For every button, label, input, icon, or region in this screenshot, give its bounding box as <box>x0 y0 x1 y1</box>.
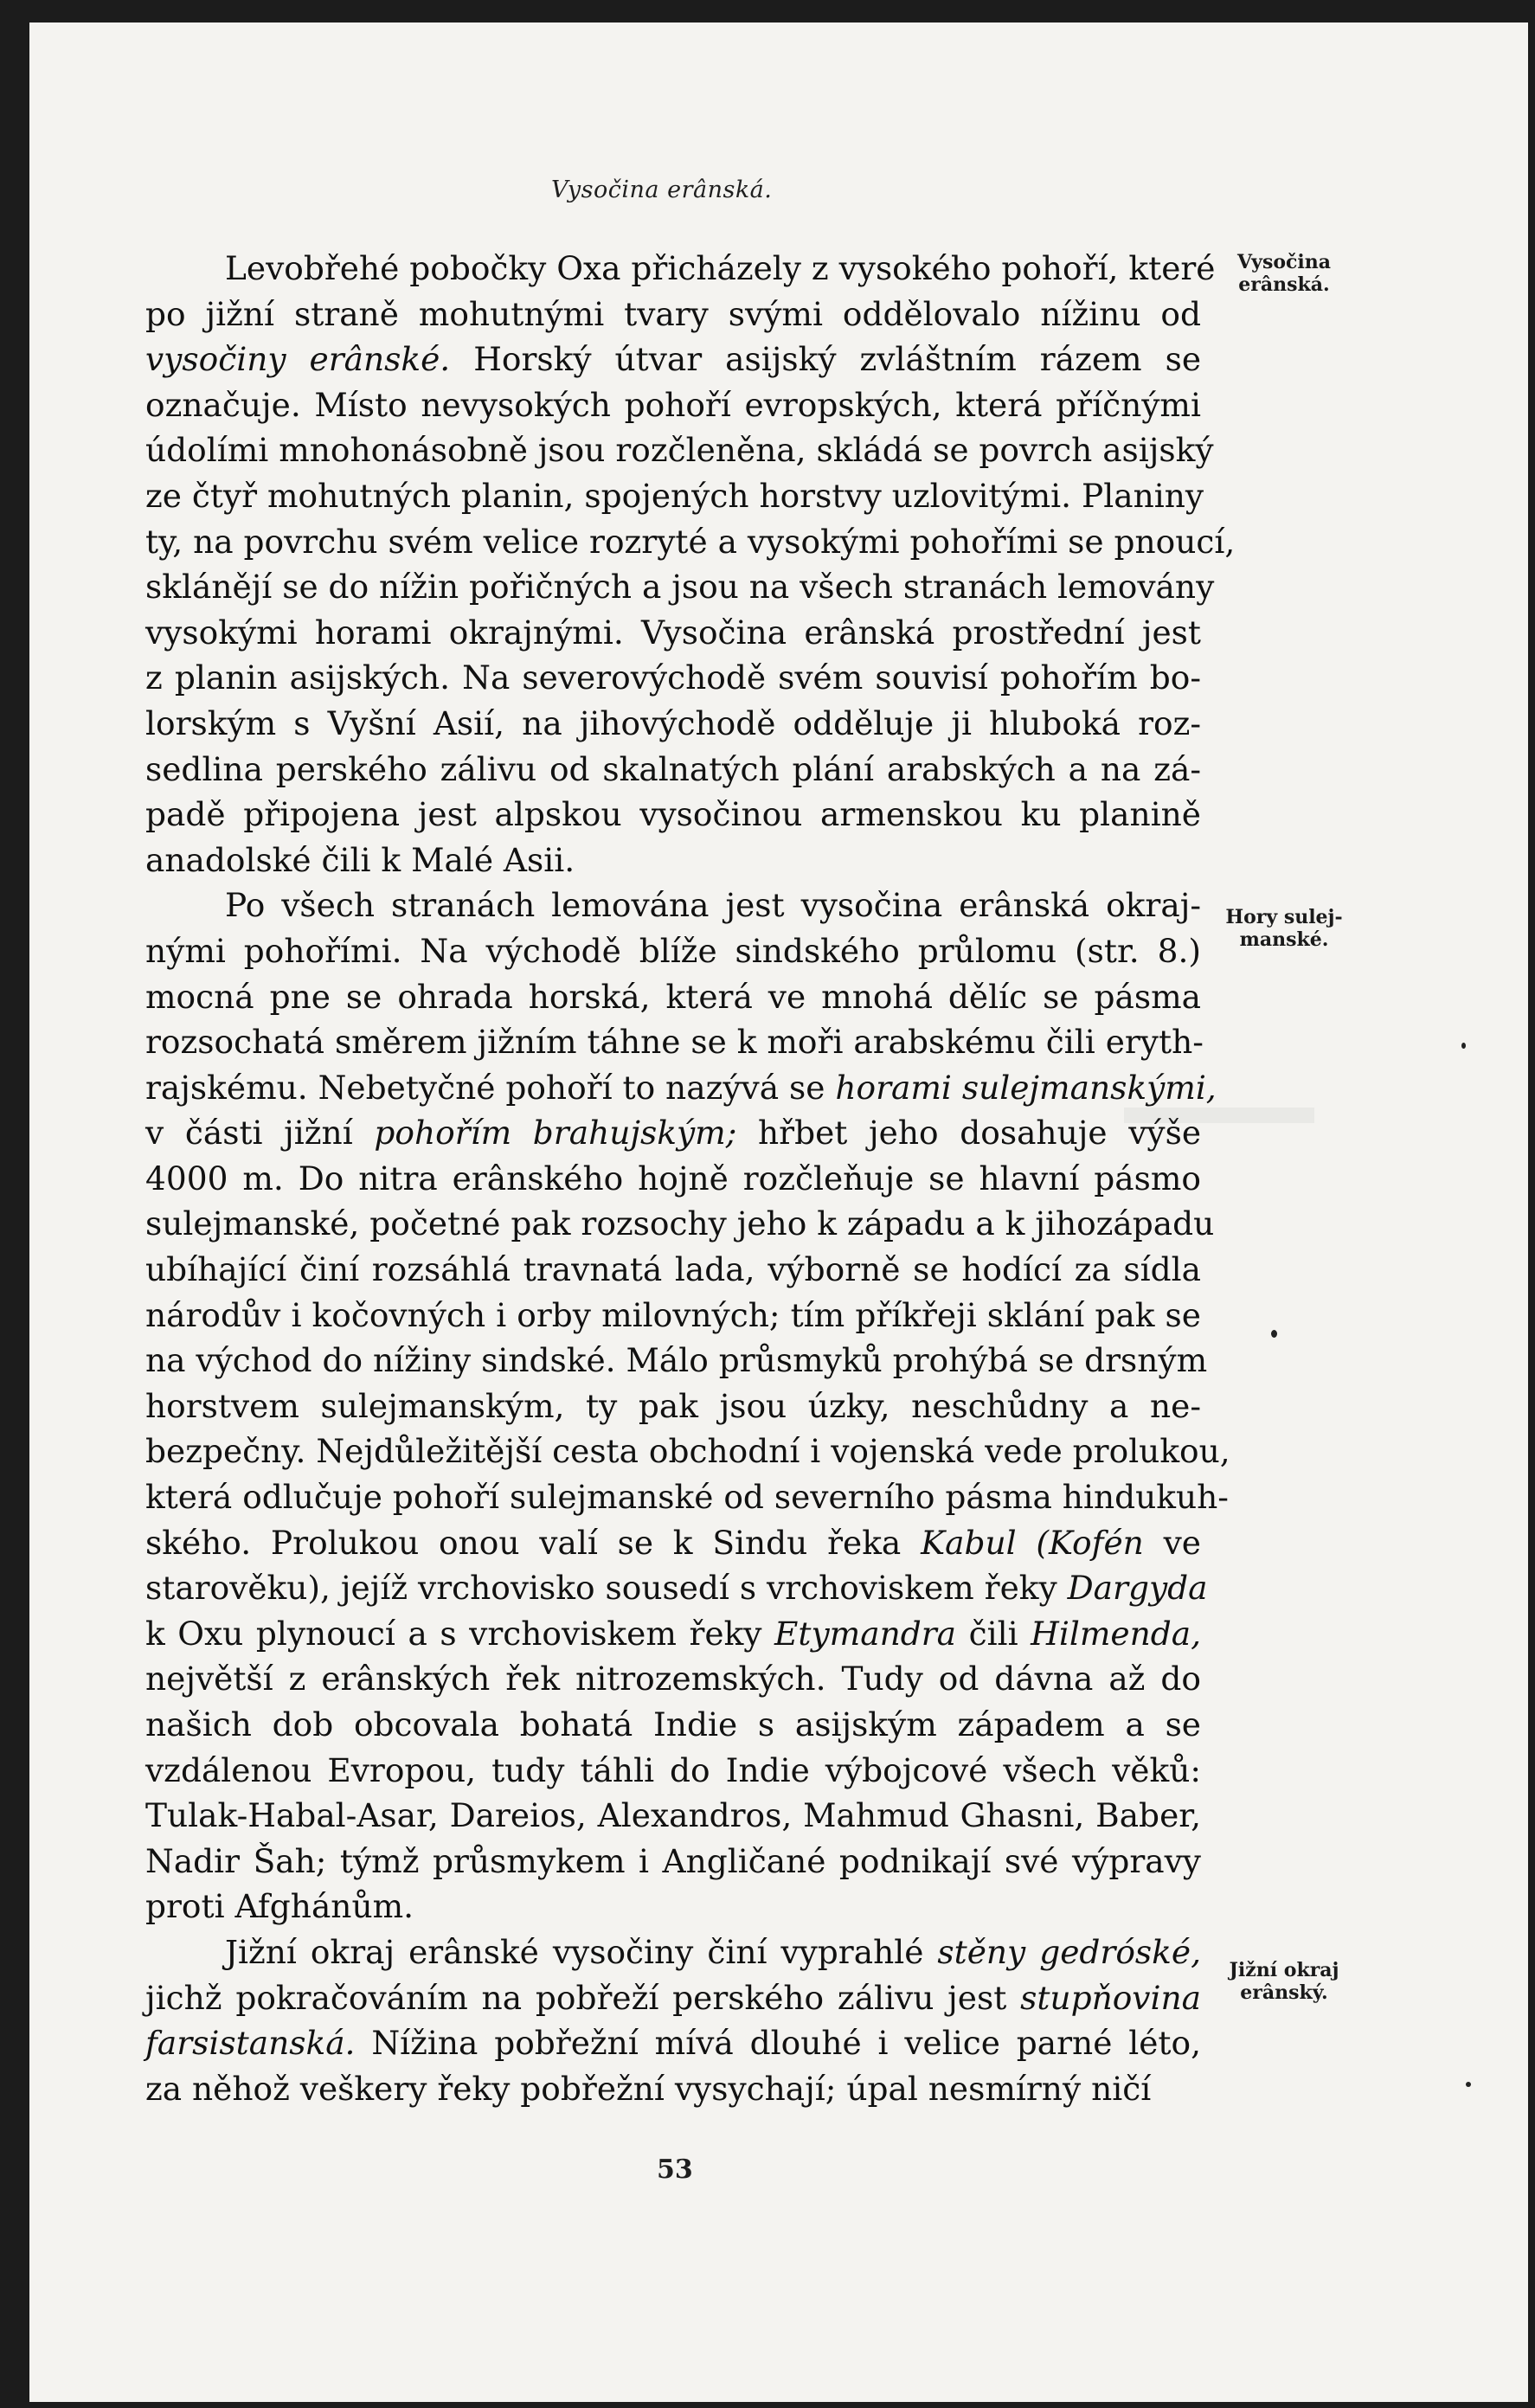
italic-term: horami sulejmanskými, <box>835 1068 1217 1107</box>
text-line: mocná pne se ohrada horská, která ve mnohá dělíc se pásma <box>145 977 1201 1016</box>
text-line: jichž pokračováním na pobřeží perského zálivu jest stupňovina <box>145 1978 1201 2017</box>
speck <box>1271 1330 1277 1338</box>
text-line: rozsochatá směrem jižním táhne se k moři arabskému čili eryth- <box>145 1023 1204 1062</box>
text-line: Po všech stranách lemována jest vysočina erânská okraj- <box>225 886 1201 925</box>
text-line: údolími mnohonásobně jsou rozčleněna, skládá se povrch asijský <box>145 431 1214 470</box>
text-line: nými pohořími. Na východě blíže sindského průlomu (str. 8.) <box>145 931 1201 970</box>
text-line: vysočiny erânské. Horský útvar asijský zvláštním rázem se <box>145 340 1202 379</box>
text-line: ubíhající činí rozsáhlá travnatá lada, výborně se hodící za sídla <box>145 1250 1201 1289</box>
margin-note-vysocina: Vysočina erânská. <box>1236 251 1332 296</box>
text-line: našich dob obcovala bohatá Indie s asijským západem a se <box>145 1705 1201 1743</box>
text-line: sedlina perského zálivu od skalnatých plání arabských a na zá- <box>145 749 1201 788</box>
text-line: Levobřehé pobočky Oxa přicházely z vysokého pohoří, které <box>225 249 1216 287</box>
text-line: farsistanská. Nížina pobřežní mívá dlouhé i velice parné léto, <box>145 2024 1201 2063</box>
text-line: Jižní okraj erânské vysočiny činí vyprahlé stěny gedróské, <box>225 1932 1201 1971</box>
italic-term: Etymandra <box>774 1614 957 1653</box>
text-line: z planin asijských. Na severovýchodě svém souvisí pohořím bo- <box>145 658 1201 697</box>
text-line: k Oxu plynoucí a s vrchoviskem řeky Etymandra čili Hilmenda, <box>145 1614 1202 1653</box>
text-line: Tulak-Habal-Asar, Dareios, Alexandros, Mahmud Ghasni, Baber, <box>145 1796 1201 1835</box>
text-line: sklánějí se do nížin pořičných a jsou na všech stranách lemovány <box>145 568 1215 607</box>
text-line: největší z erânských řek nitrozemských. Tudy od dávna až do <box>145 1660 1201 1698</box>
text-line: anadolské čili k Malé Asii. <box>145 840 575 879</box>
text-line: v části jižní pohořím brahujským; hřbet jeho dosahuje výše <box>145 1114 1202 1153</box>
text-line: starověku), jejíž vrchovisko sousedí s vrchoviskem řeky Dargyda <box>145 1569 1208 1608</box>
text-line: bezpečny. Nejdůležitější cesta obchodní i vojenská vede prolukou, <box>145 1432 1230 1471</box>
margin-note-hory: Hory sulej- manské. <box>1225 906 1343 951</box>
italic-term: stupňovina <box>1020 1978 1201 2017</box>
text-line: sulejmanské, početné pak rozsochy jeho k západu a k jihozápadu <box>145 1204 1215 1243</box>
speck <box>1466 2082 1471 2087</box>
margin-note-jizni-okraj: Jižní okraj erânský. <box>1229 1959 1339 2004</box>
text-line: na východ do nížiny sindské. Málo průsmyků prohýbá se drsným <box>145 1341 1208 1380</box>
book-page <box>29 22 1528 2402</box>
italic-term: pohořím brahujským; <box>374 1114 737 1153</box>
text-line: která odlučuje pohoří sulejmanské od severního pásma hindukuh- <box>145 1478 1229 1517</box>
text-line: vysokými horami okrajnými. Vysočina erânská prostřední jest <box>145 613 1201 652</box>
text-line: Nadir Šah; týmž průsmykem i Angličané podnikají své výpravy <box>145 1841 1201 1880</box>
text-line: lorským s Vyšní Asií, na jihovýchodě odděluje ji hluboká roz- <box>145 703 1201 742</box>
page-number: 53 <box>657 2154 693 2185</box>
italic-term: farsistanská. <box>145 2024 356 2063</box>
italic-term: Dargyda <box>1067 1569 1208 1608</box>
text-line: proti Afghánům. <box>145 1887 414 1926</box>
text-line: za něhož veškery řeky pobřežní vysychají; úpal nesmírný ničí <box>145 2069 1152 2108</box>
text-line: ze čtyř mohutných planin, spojených horstvy uzlovitými. Planiny <box>145 476 1204 515</box>
body-text <box>145 246 1236 2111</box>
italic-term: Hilmenda, <box>1031 1614 1202 1653</box>
text-line: ty, na povrchu svém velice rozryté a vysokými pohořími se pnoucí, <box>145 522 1236 561</box>
text-line: ského. Prolukou onou valí se k Sindu řeka Kabul (Kofén ve <box>145 1523 1201 1562</box>
show-through <box>1124 1108 1314 1123</box>
italic-term: vysočiny erânské. <box>145 340 451 379</box>
text-line: horstvem sulejmanským, ty pak jsou úzky, neschůdny a ne- <box>145 1386 1201 1425</box>
text-line: rajskému. Nebetyčné pohoří to nazývá se horami sulejmanskými, <box>145 1068 1217 1107</box>
italic-term: stěny gedróské, <box>937 1932 1201 1971</box>
italic-term: Kabul (Kofén <box>921 1523 1144 1562</box>
text-line: označuje. Místo nevysokých pohoří evropských, která příčnými <box>145 385 1201 424</box>
text-line: po jižní straně mohutnými tvary svými oddělovalo nížinu od <box>145 294 1201 333</box>
text-line: padě připojena jest alpskou vysočinou armenskou ku planině <box>145 795 1201 834</box>
text-line: vzdálenou Evropou, tudy táhli do Indie výbojcové všech věků: <box>145 1750 1201 1789</box>
speck <box>1461 1043 1466 1049</box>
running-header: Vysočina erânská. <box>551 177 773 203</box>
text-line: 4000 m. Do nitra erânského hojně rozčleňuje se hlavní pásmo <box>145 1159 1201 1198</box>
text-line: národův i kočovných i orby milovných; tím příkřeji sklání pak se <box>145 1295 1201 1334</box>
